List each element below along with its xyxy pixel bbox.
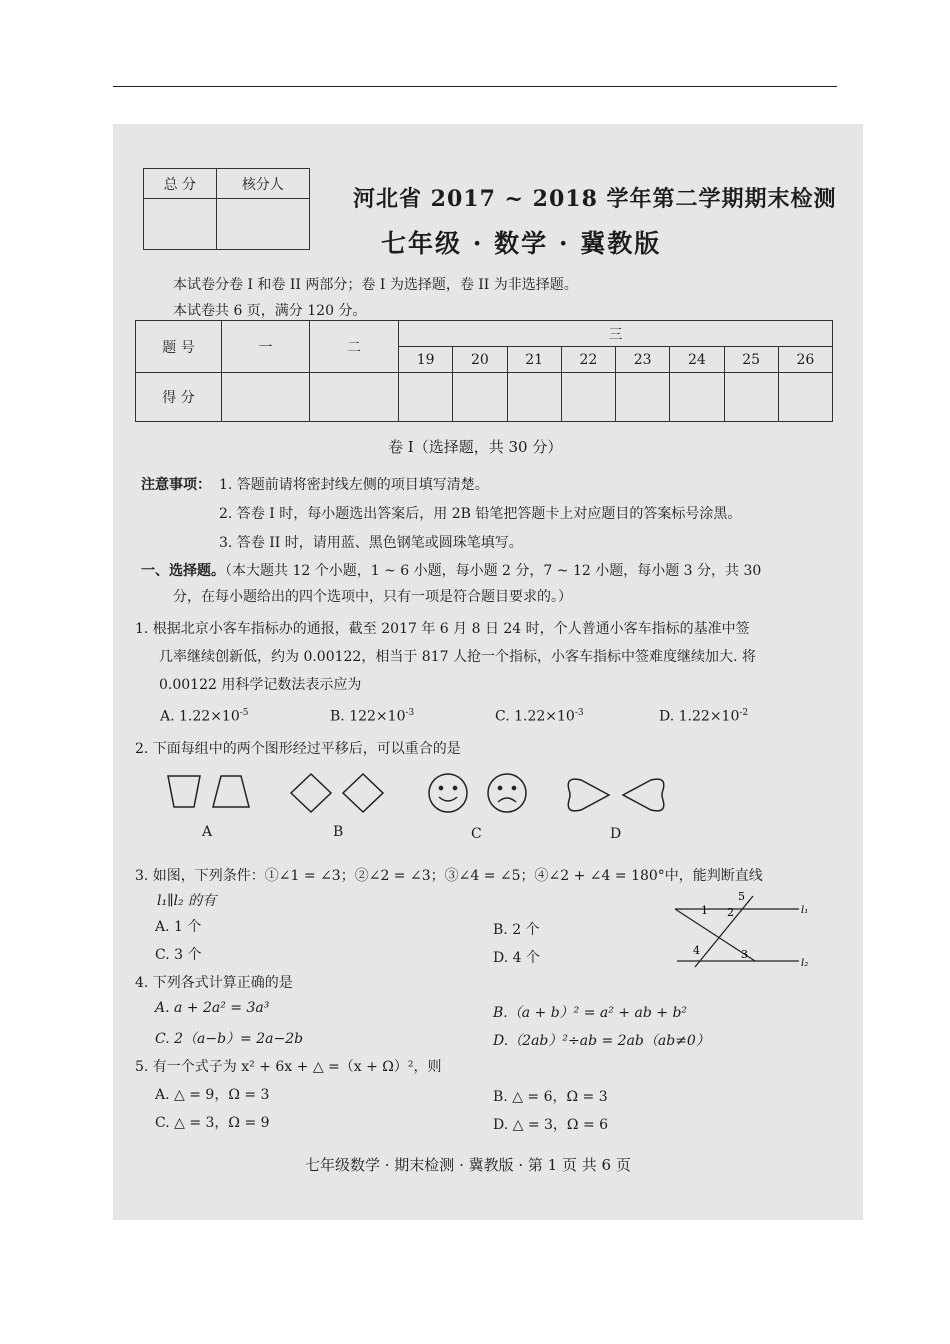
q5-option-c: C. △ = 3，Ω = 9 [155,1115,270,1131]
q3-option-d: D. 4 个 [493,950,540,966]
score-cell [778,373,832,422]
q2-label-a: A [202,824,213,840]
note-1: 1. 答题前请将密封线左侧的项目填写清楚。 [219,477,489,493]
q4-option-c: C. 2（a−b）= 2a−2b [155,1031,304,1047]
q24-header: 24 [670,347,724,373]
q19-header: 19 [399,347,453,373]
q21-header: 21 [507,347,561,373]
q4-option-d: D.（2ab）²÷ab = 2ab（ab≠0） [493,1033,710,1049]
q25-header: 25 [724,347,778,373]
q4-text: 4. 下列各式计算正确的是 [135,975,293,991]
q3-option-b: B. 2 个 [493,922,540,938]
page-footer: 七年级数学 · 期末检测 · 冀教版 · 第 1 页 共 6 页 [305,1156,631,1174]
note-3: 3. 答卷 II 时，请用蓝、黑色钢笔或圆珠笔填写。 [219,535,523,551]
notes-label: 注意事项： [141,477,211,493]
q4-option-a: A. a + 2a² = 3a³ [155,1000,270,1016]
angle-label-1: 1 [701,904,708,917]
q5-text: 5. 有一个式子为 x² + 6x + △ =（x + Ω）²，则 [135,1059,442,1075]
checker-label: 核分人 [216,169,309,199]
q23-header: 23 [616,347,670,373]
note-2: 2. 答卷 I 时，每小题选出答案后，用 2B 铅笔把答题卡上对应题目的答案标号涂黑。 [219,506,742,522]
score-cell [507,373,561,422]
score-table [135,320,833,422]
part1-title: 一、选择题。 [141,563,225,579]
part1-desc-2: 分，在每小题给出的四个选项中，只有一项是符合题目要求的。） [173,589,572,605]
exam-title: 河北省 2017 ~ 2018 学年第二学期期末检测 [353,186,837,212]
q3-line-2: l₁∥l₂ 的有 [157,893,217,909]
diamond-b2 [343,774,383,812]
q1-option-c: C. $1.22\times 10^{-3}$ [495,708,584,725]
sad-face-c2 [488,774,526,812]
line-label-l1: l₁ [801,905,809,916]
section-heading: 卷 I（选择题，共 30 分） [388,438,563,456]
q1-line-3: 0.00122 用科学记数法表示应为 [159,677,362,693]
question-number-label: 题 号 [136,321,222,373]
q3-figure [671,888,821,970]
line-label-l2: l₂ [801,958,809,969]
score-cell [561,373,615,422]
score-cell [616,373,670,422]
score-label: 得 分 [136,373,222,422]
q22-header: 22 [561,347,615,373]
score-cell [670,373,724,422]
score-cell [453,373,507,422]
q5-option-a: A. △ = 9，Ω = 3 [155,1087,270,1103]
q26-header: 26 [778,347,832,373]
q2-text: 2. 下面每组中的两个图形经过平移后，可以重合的是 [135,741,461,757]
q3-option-a: A. 1 个 [155,919,202,935]
q1-option-b: B. $122\times 10^{-3}$ [330,708,415,725]
q3-line-1: 3. 如图，下列条件：①∠1 = ∠3；②∠2 = ∠3；③∠4 = ∠5；④∠2 + ∠4 = 180°中，能判断直线 [135,868,763,884]
q2-label-d: D [610,826,622,842]
checker-cell [216,199,309,250]
angle-label-5: 5 [738,890,745,903]
score-cell [222,373,310,422]
score-cell [724,373,778,422]
q1-line-2: 几率继续创新低，约为 0.00122，相当于 817 人抢一个指标，小客车指标中签难度继续加大. 将 [159,649,756,665]
total-score-box [143,168,310,250]
header-rule [113,86,837,87]
score-cell [310,373,399,422]
q1-line-1: 1. 根据北京小客车指标办的通报，截至 2017 年 6 月 8 日 24 时，个人普通小客车指标的基准中签 [135,621,750,637]
part-3-header: 三 [399,321,833,347]
total-score-label: 总 分 [144,169,217,199]
part-2-header: 二 [310,321,399,373]
q2-label-b: B [333,824,344,840]
q2-label-c: C [471,826,482,842]
score-cell [399,373,453,422]
heart-shape-d1 [575,780,607,810]
part1-desc-1: （本大题共 12 个小题，1 ~ 6 小题，每小题 2 分，7 ~ 12 小题，每小题 3 分，共 30 [225,563,762,579]
q3-option-c: C. 3 个 [155,947,202,963]
q1-option-d: D. $1.22\times 10^{-2}$ [659,708,749,725]
angle-label-2: 2 [727,906,734,919]
intro-line-2: 本试卷共 6 页，满分 120 分。 [173,303,367,319]
intro-line-1: 本试卷分卷 I 和卷 II 两部分；卷 I 为选择题，卷 II 为非选择题。 [173,277,578,293]
q5-option-b: B. △ = 6，Ω = 3 [493,1089,608,1105]
q2-figures [113,764,863,844]
trapezoid-a1 [168,776,200,807]
exam-subtitle: 七年级 · 数学 · 冀教版 [381,229,662,258]
angle-label-4: 4 [693,944,700,957]
exam-page [113,124,863,1220]
total-score-cell [144,199,217,250]
diamond-b1 [291,774,331,812]
part1-heading [141,560,761,580]
smiley-face-c1 [429,774,467,812]
trapezoid-a2 [213,776,249,807]
heart-shape-d1 [568,779,609,811]
part-1-header: 一 [222,321,310,373]
q4-option-b: B.（a + b）² = a² + ab + b² [493,1005,688,1021]
heart-shape-d2 [623,779,664,811]
angle-label-3: 3 [741,948,748,961]
q20-header: 20 [453,347,507,373]
q1-option-a: A. $1.22\times 10^{-5}$ [160,708,249,725]
q5-option-d: D. △ = 3，Ω = 6 [493,1117,609,1133]
